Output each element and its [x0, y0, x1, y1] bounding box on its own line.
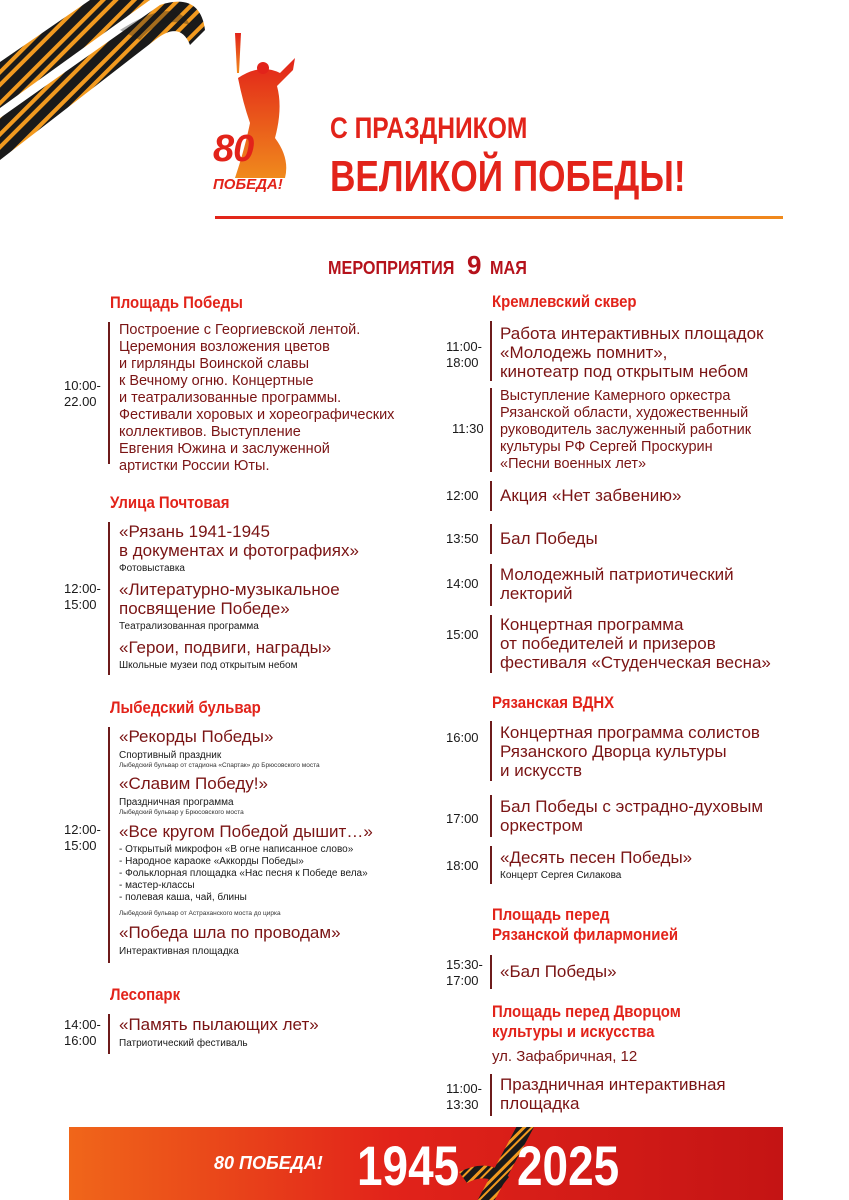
time-bar [490, 955, 492, 989]
time-bar [490, 795, 492, 837]
st-george-ribbon-icon [0, 0, 210, 175]
list-item: - Открытый микрофон «В огне написанное слово» [119, 844, 354, 855]
list-item: - Фольклорная площадка «Нас песня к Победе вела» [119, 868, 368, 879]
time-bar [490, 481, 492, 511]
event-title: «Память пылающих лет» [119, 1015, 319, 1034]
event-title: Работа интерактивных площадок «Молодежь помнит», кинотеатр под открытым небом [500, 324, 764, 381]
time-vdnh-3: 18:00 [446, 858, 479, 873]
time-dvorec: 11:00- 13:30 [446, 1081, 482, 1112]
event-title: Акция «Нет забвению» [500, 486, 682, 505]
greeting-line-2: ВЕЛИКОЙ ПОБЕДЫ! [330, 152, 686, 201]
time-filarmonia: 15:30- 17:00 [446, 957, 483, 988]
event-description: Выступление Камерного оркестра Рязанской области, художественный руководитель заслуженный работник культуры РФ Сергей Проскурин «Песни военных лет» [500, 388, 752, 472]
time-kreml-3: 12:00 [446, 488, 479, 503]
time-bar [490, 721, 492, 781]
section-heading-dvorec: Площадь перед Дворцом культуры и искусства [492, 1002, 681, 1041]
event-title: «Литературно-музыкальное посвящение Победе» [119, 580, 340, 618]
event-subtitle: Школьные музеи под открытым небом [119, 660, 298, 671]
time-bar [490, 524, 492, 554]
event-title: «Бал Победы» [500, 962, 617, 981]
section-heading-vdnh: Рязанская ВДНХ [492, 693, 615, 712]
event-title: Бал Победы с эстрадно-духовым оркестром [500, 797, 764, 835]
time-bar [108, 727, 110, 963]
time-kreml-1: 11:00- 18:00 [446, 339, 482, 370]
address: ул. Зафабричная, 12 [492, 1048, 638, 1065]
emblem-label: ПОБЕДА! [213, 176, 283, 193]
time-kreml-2: 11:30 [452, 421, 484, 436]
event-subtitle: Интерактивная площадка [119, 946, 239, 957]
event-title: Праздничная интерактивная площадка [500, 1075, 726, 1113]
time-lybedsky: 12:00- 15:00 [64, 822, 101, 853]
event-title: «Все кругом Победой дышит…» [119, 822, 373, 841]
event-title: «Рязань 1941-1945 в документах и фотографиях» [119, 522, 359, 560]
time-pochtovaya: 12:00- 15:00 [64, 581, 101, 612]
section-heading-kreml: Кремлевский сквер [492, 292, 637, 311]
event-subtitle: Концерт Сергея Силакова [500, 870, 622, 881]
event-title: Концертная программа от победителей и призеров фестиваля «Студенческая весна» [500, 615, 771, 672]
time-vdnh-2: 17:00 [446, 811, 479, 826]
event-subtitle: Патриотический фестиваль [119, 1038, 248, 1049]
section-heading-lesopark: Лесопарк [110, 985, 181, 1004]
event-title: «Рекорды Победы» [119, 727, 274, 746]
time-kreml-6: 15:00 [446, 627, 479, 642]
footer-year-start: 1945 [357, 1134, 460, 1197]
section-heading-pochtovaya: Улица Почтовая [110, 493, 230, 512]
time-lesopark: 14:00- 16:00 [64, 1017, 101, 1048]
footer-label: 80 ПОБЕДА! [214, 1153, 323, 1173]
list-item: - Народное караоке «Аккорды Победы» [119, 856, 304, 867]
time-bar [490, 388, 492, 472]
event-title: Молодежный патриотический лекторий [500, 565, 734, 603]
event-location: Лыбедский бульвар у Брюсовского моста [119, 809, 244, 816]
time-bar [490, 321, 492, 381]
event-description-pobedy: Построение с Георгиевской лентой. Церемония возложения цветов и гирлянды Воинской славы к Вечному огню. Концертные и театрализованные программы. Фестивали хоровых и хореографических коллективов. Выступление Евгения Южина и заслуженной артистки России Юты. [119, 322, 395, 474]
section-heading-lybedsky: Лыбедский бульвар [110, 698, 261, 717]
time-bar [490, 615, 492, 673]
emblem-number: 80 [213, 128, 254, 170]
time-pobedy: 10:00- 22.00 [64, 378, 101, 409]
time-bar [108, 322, 110, 464]
event-title: Концертная программа солистов Рязанского Дворца культуры и искусств [500, 723, 760, 780]
time-kreml-5: 14:00 [446, 576, 479, 591]
time-vdnh-1: 16:00 [446, 730, 479, 745]
event-location: Лыбедский бульвар от стадиона «Спартак» до Брюсовского моста [119, 762, 320, 769]
list-item: - мастер-классы [119, 880, 195, 891]
time-bar [108, 522, 110, 675]
header-divider [215, 216, 783, 219]
event-subtitle: Спортивный праздник [119, 750, 222, 761]
event-subtitle: Фотовыставка [119, 563, 185, 574]
footer-year-end: 2025 [517, 1134, 620, 1197]
section-heading-pobedy: Площадь Победы [110, 293, 243, 312]
footer-banner [69, 1127, 783, 1200]
time-kreml-4: 13:50 [446, 531, 479, 546]
event-subtitle: Праздничная программа [119, 797, 234, 808]
time-bar [490, 846, 492, 884]
event-location: Лыбедский бульвар от Астраханского моста до цирка [119, 910, 281, 917]
time-bar [490, 1074, 492, 1116]
events-title: МЕРОПРИЯТИЯ 9 МАЯ [327, 250, 527, 280]
event-title: «Славим Победу!» [119, 774, 268, 793]
event-title: «Десять песен Победы» [500, 848, 693, 867]
list-item: - полевая каша, чай, блины [119, 892, 247, 903]
event-title: «Победа шла по проводам» [119, 923, 341, 942]
event-title: Бал Победы [500, 529, 598, 548]
section-heading-filarmonia: Площадь перед Рязанской филармонией [492, 905, 679, 944]
greeting-line-1: С ПРАЗДНИКОМ [330, 112, 528, 145]
time-bar [108, 1014, 110, 1054]
event-title: «Герои, подвиги, награды» [119, 638, 332, 657]
event-subtitle: Театрализованная программа [119, 621, 259, 632]
time-bar [490, 564, 492, 606]
activity-list [119, 844, 368, 904]
